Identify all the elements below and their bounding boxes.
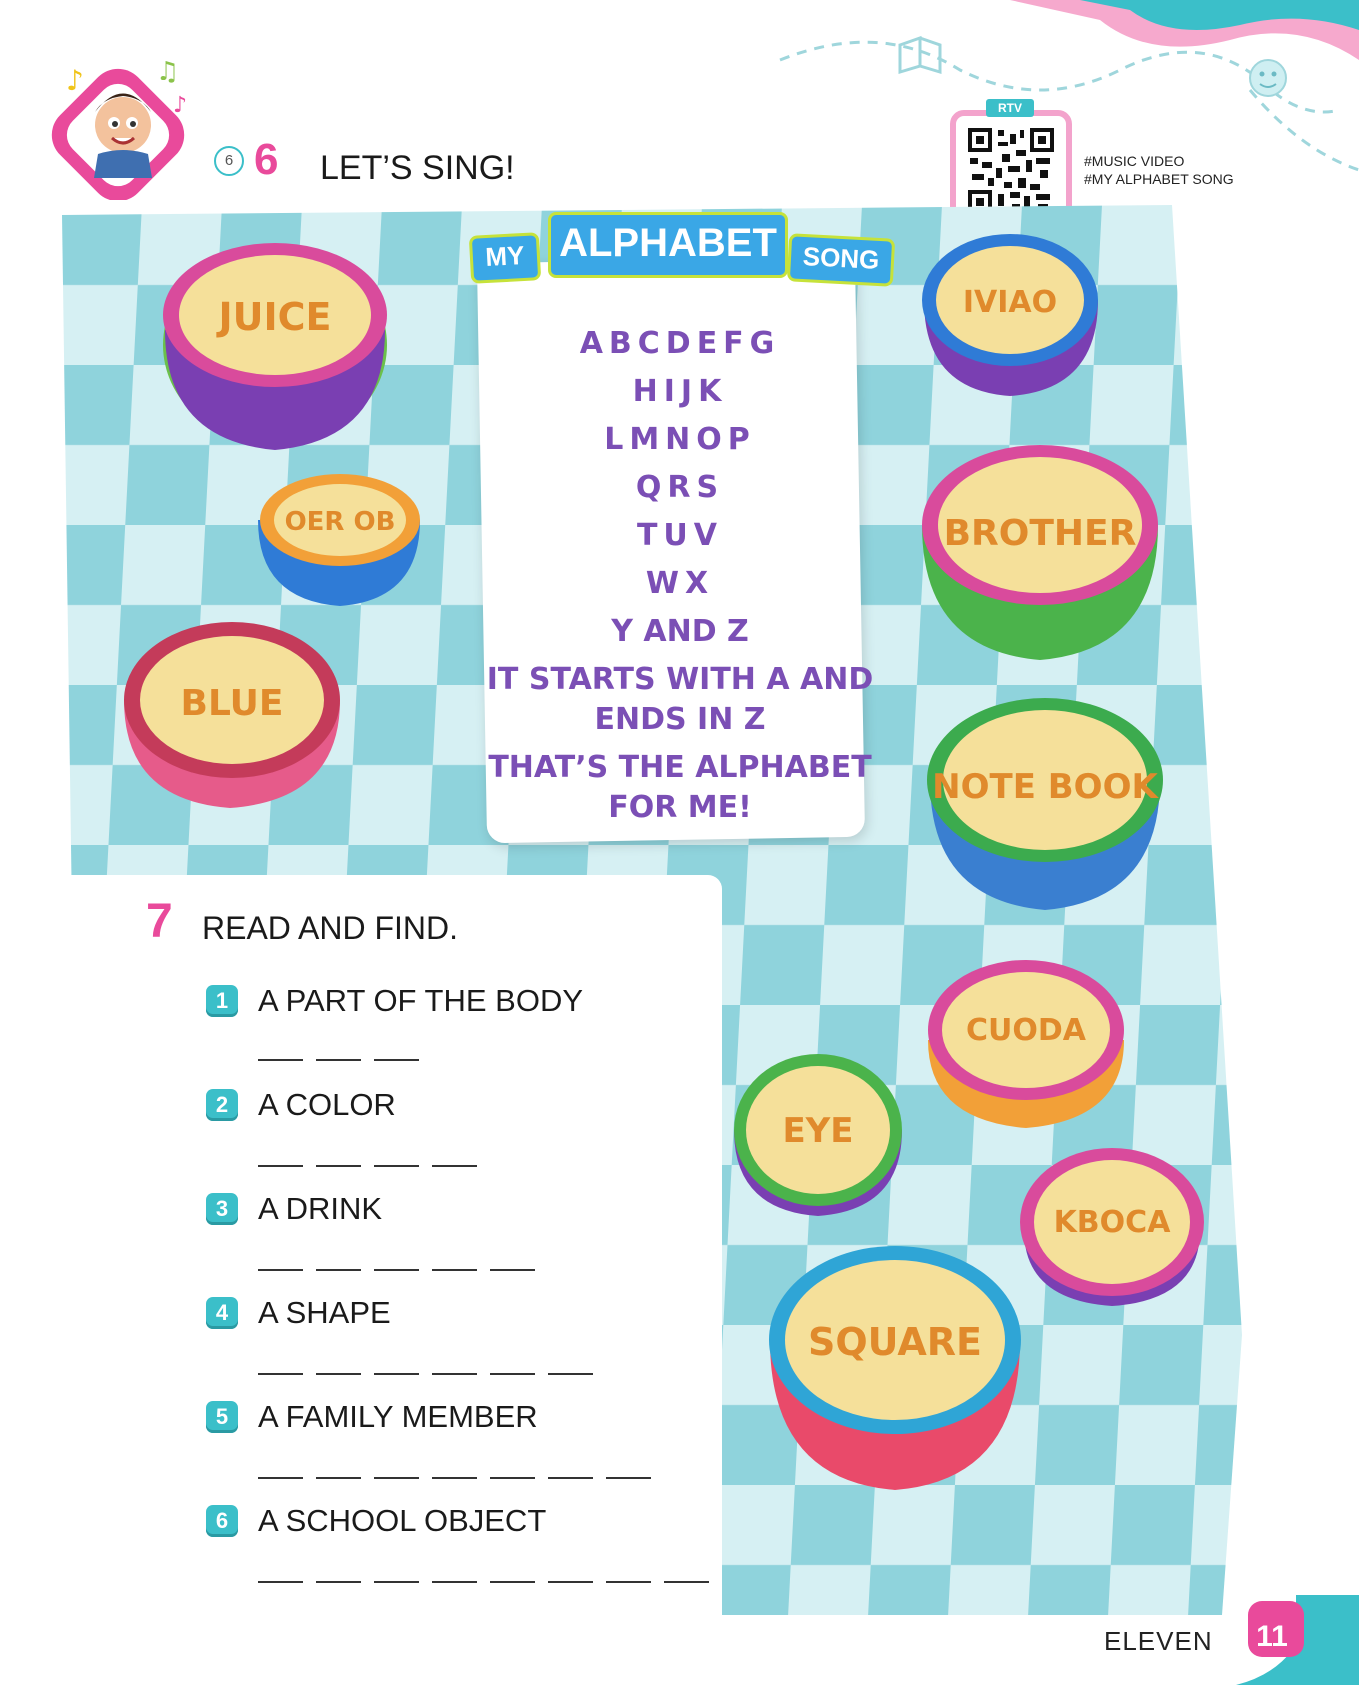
bowl-notebook <box>927 698 1163 910</box>
song-title-my: MY <box>469 232 541 284</box>
svg-text:CUODA: CUODA <box>966 1013 1086 1048</box>
bowl-eye-word: EYE <box>782 1111 854 1151</box>
answer-3-blanks[interactable] <box>258 1268 535 1271</box>
qr-tag-music-video: #MUSIC VIDEO <box>1084 153 1185 169</box>
letter-blank[interactable] <box>606 1476 651 1479</box>
answer-5-blanks[interactable] <box>258 1476 651 1479</box>
letter-blank[interactable] <box>258 1268 303 1271</box>
svg-text:KBOCA: KBOCA <box>1053 1205 1171 1240</box>
bowl-juice-word: JUICE <box>218 295 332 339</box>
answer-4-blanks[interactable] <box>258 1372 593 1375</box>
question-1-number: 1 <box>206 985 238 1017</box>
question-3-text: A DRINK <box>258 1191 383 1226</box>
bowl-eye <box>734 1054 902 1216</box>
svg-text:IVIAO: IVIAO <box>962 285 1058 320</box>
letter-blank[interactable] <box>374 1476 419 1479</box>
activity-6-number: 6 <box>254 135 279 184</box>
letter-blank[interactable] <box>258 1058 303 1061</box>
lyric-line-7: Y AND Z <box>611 614 749 649</box>
lyric-line-5: TUV <box>636 518 724 553</box>
page-number: 11 <box>1256 1620 1288 1653</box>
letter-blank[interactable] <box>432 1164 477 1167</box>
letter-blank[interactable] <box>490 1476 535 1479</box>
letter-blank[interactable] <box>490 1580 535 1583</box>
letter-blank[interactable] <box>316 1372 361 1375</box>
bowl-top-right <box>922 234 1098 396</box>
question-6-number: 6 <box>206 1505 238 1537</box>
answer-6-blanks[interactable] <box>258 1580 709 1583</box>
audio-track-badge[interactable]: 6 <box>214 146 244 176</box>
bowl-brother-word: BROTHER <box>943 513 1137 554</box>
letter-blank[interactable] <box>316 1476 361 1479</box>
bowl-small-letters <box>258 474 420 606</box>
letter-blank[interactable] <box>258 1164 303 1167</box>
bowl-square-word: SQUARE <box>808 1320 982 1364</box>
letter-blank[interactable] <box>374 1580 419 1583</box>
song-title-alphabet: ALPHABET <box>548 212 788 278</box>
letter-blank[interactable] <box>432 1372 477 1375</box>
song-title-song: SONG <box>787 233 895 286</box>
bowl-notebook-word: NOTE BOOK <box>932 767 1158 807</box>
activity-7-number: 7 <box>146 895 173 948</box>
activity-7-title: READ AND FIND. <box>202 910 459 946</box>
question-2-text: A COLOR <box>258 1087 396 1122</box>
letter-blank[interactable] <box>432 1580 477 1583</box>
letter-blank[interactable] <box>374 1372 419 1375</box>
question-5-text: A FAMILY MEMBER <box>258 1399 538 1434</box>
lyric-line-10: THAT’S THE ALPHABET <box>488 750 872 785</box>
lyric-line-11: FOR ME! <box>608 790 752 825</box>
letter-blank[interactable] <box>316 1580 361 1583</box>
letter-blank[interactable] <box>664 1580 709 1583</box>
letter-blank[interactable] <box>490 1372 535 1375</box>
letter-blank[interactable] <box>548 1372 593 1375</box>
bowl-blue-word: BLUE <box>180 683 284 724</box>
svg-text:OER OB: OER OB <box>284 507 396 537</box>
bowl-cud <box>928 960 1124 1128</box>
qr-tag-alphabet-song: #MY ALPHABET SONG <box>1084 171 1234 187</box>
letter-blank[interactable] <box>548 1580 593 1583</box>
svg-text:♪: ♪ <box>173 93 188 118</box>
letter-blank[interactable] <box>258 1580 303 1583</box>
lyric-line-1: ABCDEFG <box>579 326 781 361</box>
question-1-text: A PART OF THE BODY <box>258 983 584 1018</box>
letter-blank[interactable] <box>316 1268 361 1271</box>
lyric-line-9: ENDS IN Z <box>594 702 766 737</box>
letter-blank[interactable] <box>374 1164 419 1167</box>
bowl-juice <box>163 243 387 450</box>
letter-blank[interactable] <box>490 1268 535 1271</box>
bowl-square <box>769 1246 1021 1490</box>
qr-label: RTV <box>986 99 1034 117</box>
bowl-blue <box>124 622 340 808</box>
activity-6-title: LET’S SING! <box>320 149 515 187</box>
question-6-text: A SCHOOL OBJECT <box>258 1503 547 1538</box>
letter-blank[interactable] <box>432 1476 477 1479</box>
answer-2-blanks[interactable] <box>258 1164 477 1167</box>
lyric-line-2: HIJK <box>632 374 728 409</box>
letter-blank[interactable] <box>316 1058 361 1061</box>
question-3-number: 3 <box>206 1193 238 1225</box>
question-4-text: A SHAPE <box>258 1295 391 1330</box>
page-number-word: ELEVEN <box>1104 1626 1213 1656</box>
bowl-koca <box>1020 1148 1204 1306</box>
answer-1-blanks[interactable] <box>258 1058 419 1061</box>
lyric-line-8: IT STARTS WITH A AND <box>486 662 874 697</box>
letter-blank[interactable] <box>606 1580 651 1583</box>
question-2-number: 2 <box>206 1089 238 1121</box>
letter-blank[interactable] <box>548 1476 593 1479</box>
svg-text:♫: ♫ <box>156 57 180 87</box>
letter-blank[interactable] <box>432 1268 477 1271</box>
question-4-number: 4 <box>206 1297 238 1329</box>
letter-blank[interactable] <box>374 1268 419 1271</box>
letter-blank[interactable] <box>258 1476 303 1479</box>
svg-text:♪: ♪ <box>66 64 84 97</box>
bowl-brother <box>922 445 1158 660</box>
letter-blank[interactable] <box>374 1058 419 1061</box>
lyric-line-6: WX <box>645 566 715 601</box>
lyric-line-3: LMNOP <box>604 422 756 457</box>
lyric-line-4: QRS <box>635 470 725 505</box>
question-5-number: 5 <box>206 1401 238 1433</box>
letter-blank[interactable] <box>258 1372 303 1375</box>
letter-blank[interactable] <box>316 1164 361 1167</box>
